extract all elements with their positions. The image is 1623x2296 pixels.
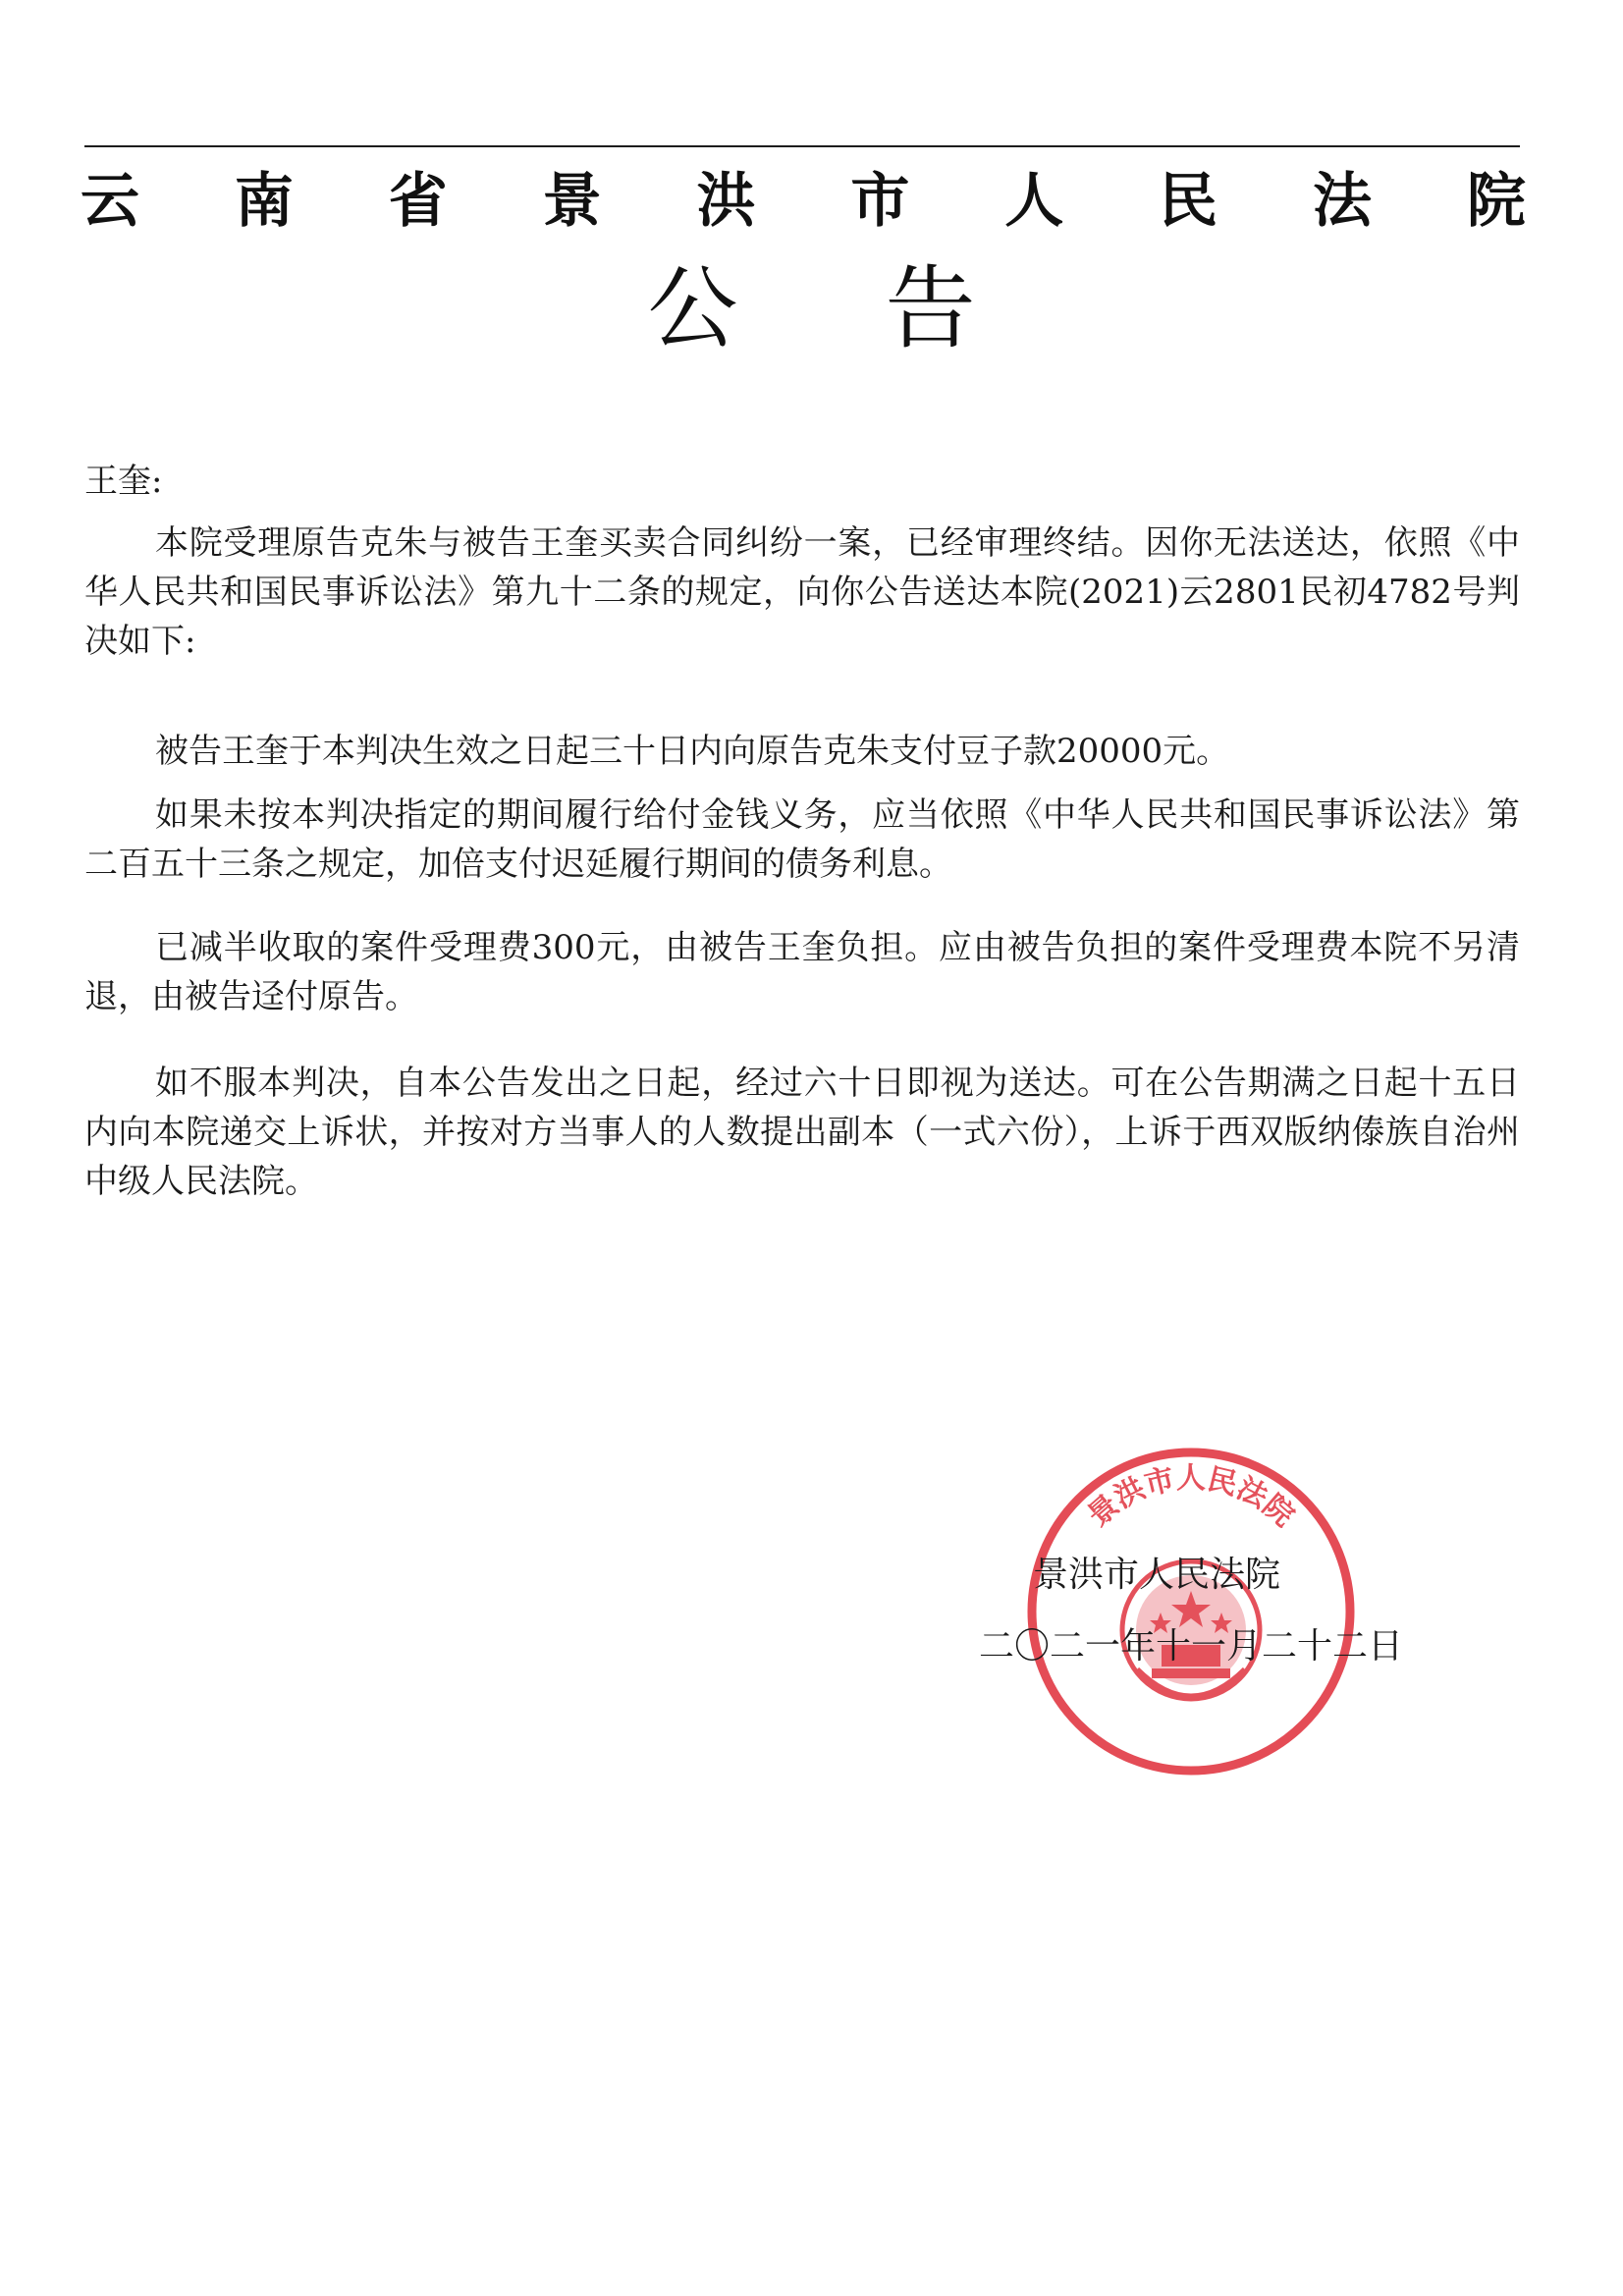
paragraph-interest: 如果未按本判决指定的期间履行给付金钱义务，应当依照《中华人民共和国民事诉讼法》第二百五十三条之规定，加倍支付迟延履行期间的债务利息。: [84, 795, 1520, 884]
seal-text: 景洪市人民法院: [1081, 1461, 1301, 1534]
court-char: 院: [1466, 167, 1526, 236]
paragraph-case-intro: 本院受理原告克朱与被告王奎买卖合同纠纷一案，已经审理终结。因你无法送达，依照《中华人民共和国民事诉讼法》第九十二条的规定，向你公告送达本院(2021)云2801民初4782号判决如下:: [84, 523, 1520, 661]
signature-date: 二〇二一年十一月二十二日: [979, 1626, 1404, 1667]
addressee: 王奎:: [84, 462, 163, 501]
header-rule: [84, 145, 1520, 147]
paragraph-appeal: 如不服本判决，自本公告发出之日起，经过六十日即视为送达。可在公告期满之日起十五日内向本院递交上诉状，并按对方当事人的人数提出副本（一式六份），上诉于西双版纳傣族自治州中级人民法院。: [84, 1064, 1520, 1201]
court-char: 南: [234, 167, 294, 236]
court-char: 民: [1159, 167, 1218, 236]
court-char: 省: [388, 167, 448, 236]
paragraph-judgment: 被告王奎于本判决生效之日起三十日内向原告克朱支付豆子款20000元。: [155, 732, 1230, 771]
court-char: 市: [850, 167, 910, 236]
document-title: [0, 247, 1623, 361]
court-char: 云: [81, 167, 139, 236]
paragraph-fee: 已减半收取的案件受理费300元，由被告王奎负担。应由被告负担的案件受理费本院不另清退，由被告迳付原告。: [84, 928, 1520, 1016]
court-name-heading: [81, 157, 1526, 236]
court-char: 洪: [696, 167, 756, 236]
signature-court-name: 景洪市人民法院: [1033, 1555, 1281, 1595]
title-char: 告: [885, 256, 976, 361]
court-char: 法: [1313, 167, 1372, 236]
court-seal: [1023, 1444, 1359, 1779]
court-char: 景: [542, 167, 602, 236]
court-char: 人: [1004, 167, 1064, 236]
title-char: 公: [647, 256, 738, 361]
